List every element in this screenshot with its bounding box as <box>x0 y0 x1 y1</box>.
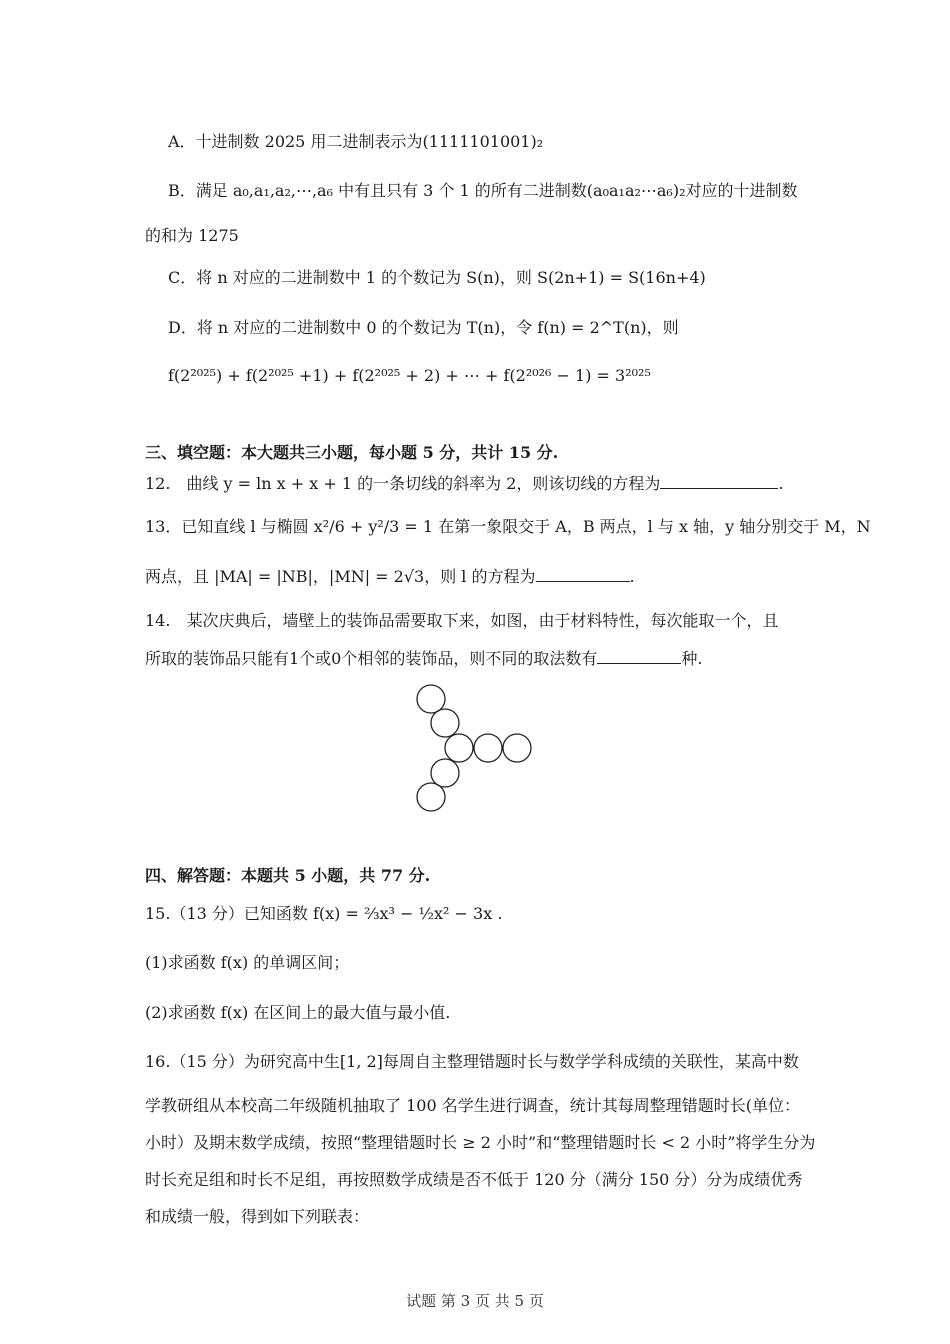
answer-blank-12 <box>660 474 778 489</box>
option-b-line2: 的和为 1275 <box>145 226 239 245</box>
question-13-text: 两点，且 |MA| = |NB|，|MN| = 2√3，则 l 的方程为 <box>145 567 536 586</box>
question-14-line2 <box>145 649 702 669</box>
section-4-heading: 四、解答题：本题共 5 小题，共 77 分. <box>145 866 431 885</box>
question-12-end: . <box>778 474 784 493</box>
decoration-figure <box>400 680 550 815</box>
question-13-line1: 13．已知直线 l 与椭圆 x²/6 + y²/3 = 1 在第一象限交于 A，B 两点，l 与 x 轴，y 轴分别交于 M，N <box>145 517 871 536</box>
option-d-line1: D．将 n 对应的二进制数中 0 的个数记为 T(n)，令 f(n) = 2^T(n)，则 <box>168 318 679 337</box>
question-14-end: 种. <box>681 649 703 668</box>
option-a: A．十进制数 2025 用二进制表示为(1111101001)₂ <box>168 132 544 151</box>
question-15: 15.（13 分）已知函数 f(x) = ⅔x³ − ½x² − 3x . <box>145 904 503 923</box>
question-16-line5: 和成绩一般，得到如下列联表： <box>145 1207 370 1226</box>
question-13-line2 <box>145 567 635 587</box>
question-12 <box>145 474 784 494</box>
question-16-line3: 小时）及期末数学成绩，按照“整理错题时长 ≥ 2 小时”和“整理错题时长 < 2 小时”将学生分为 <box>145 1133 816 1152</box>
page-footer: 试题 第 3 页 共 5 页 <box>406 1292 544 1310</box>
question-13-end: . <box>629 567 635 586</box>
decoration-circle <box>503 734 531 762</box>
question-16-line2: 学教研组从本校高二年级随机抽取了 100 名学生进行调查，统计其每周整理错题时长(单位： <box>145 1096 800 1115</box>
question-12-text: 12. 曲线 y = ln x + x + 1 的一条切线的斜率为 2，则该切线的方程为 <box>145 474 661 493</box>
option-c: C．将 n 对应的二进制数中 1 的个数记为 S(n)，则 S(2n+1) = S(16n+4) <box>168 268 706 287</box>
section-3-heading: 三、填空题：本大题共三小题，每小题 5 分，共计 15 分. <box>145 443 559 462</box>
answer-blank-13 <box>536 567 630 582</box>
answer-blank-14 <box>597 649 681 664</box>
option-b-line1: B．满足 a₀,a₁,a₂,⋯,a₆ 中有且只有 3 个 1 的所有二进制数(a₀a₁a₂⋯a₆)₂对应的十进制数 <box>168 181 798 200</box>
decoration-circle <box>417 783 445 811</box>
decoration-circle <box>417 685 445 713</box>
decoration-circle <box>431 709 459 737</box>
question-16-line4: 时长充足组和时长不足组，再按照数学成绩是否不低于 120 分（满分 150 分）分为成绩优秀 <box>145 1170 803 1189</box>
question-14-line1: 14. 某次庆典后，墙壁上的装饰品需要取下来，如图，由于材料特性，每次能取一个，且 <box>145 611 779 630</box>
decoration-circle <box>474 734 502 762</box>
question-15-part-1: (1)求函数 f(x) 的单调区间； <box>145 953 350 972</box>
question-16-line1: 16.（15 分）为研究高中生[1, 2]每周自主整理错题时长与数学学科成绩的关联性，某高中数 <box>145 1052 799 1071</box>
question-15-part-2: (2)求函数 f(x) 在区间上的最大值与最小值. <box>145 1003 451 1022</box>
decoration-circle <box>445 734 473 762</box>
question-14-text: 所取的装饰品只能有1个或0个相邻的装饰品，则不同的取法数有 <box>145 649 598 668</box>
option-d-line2: f(2²⁰²⁵) + f(2²⁰²⁵ +1) + f(2²⁰²⁵ + 2) + ⋯ + f(2²⁰²⁶ − 1) = 3²⁰²⁵ <box>168 366 651 385</box>
decoration-circle <box>431 759 459 787</box>
